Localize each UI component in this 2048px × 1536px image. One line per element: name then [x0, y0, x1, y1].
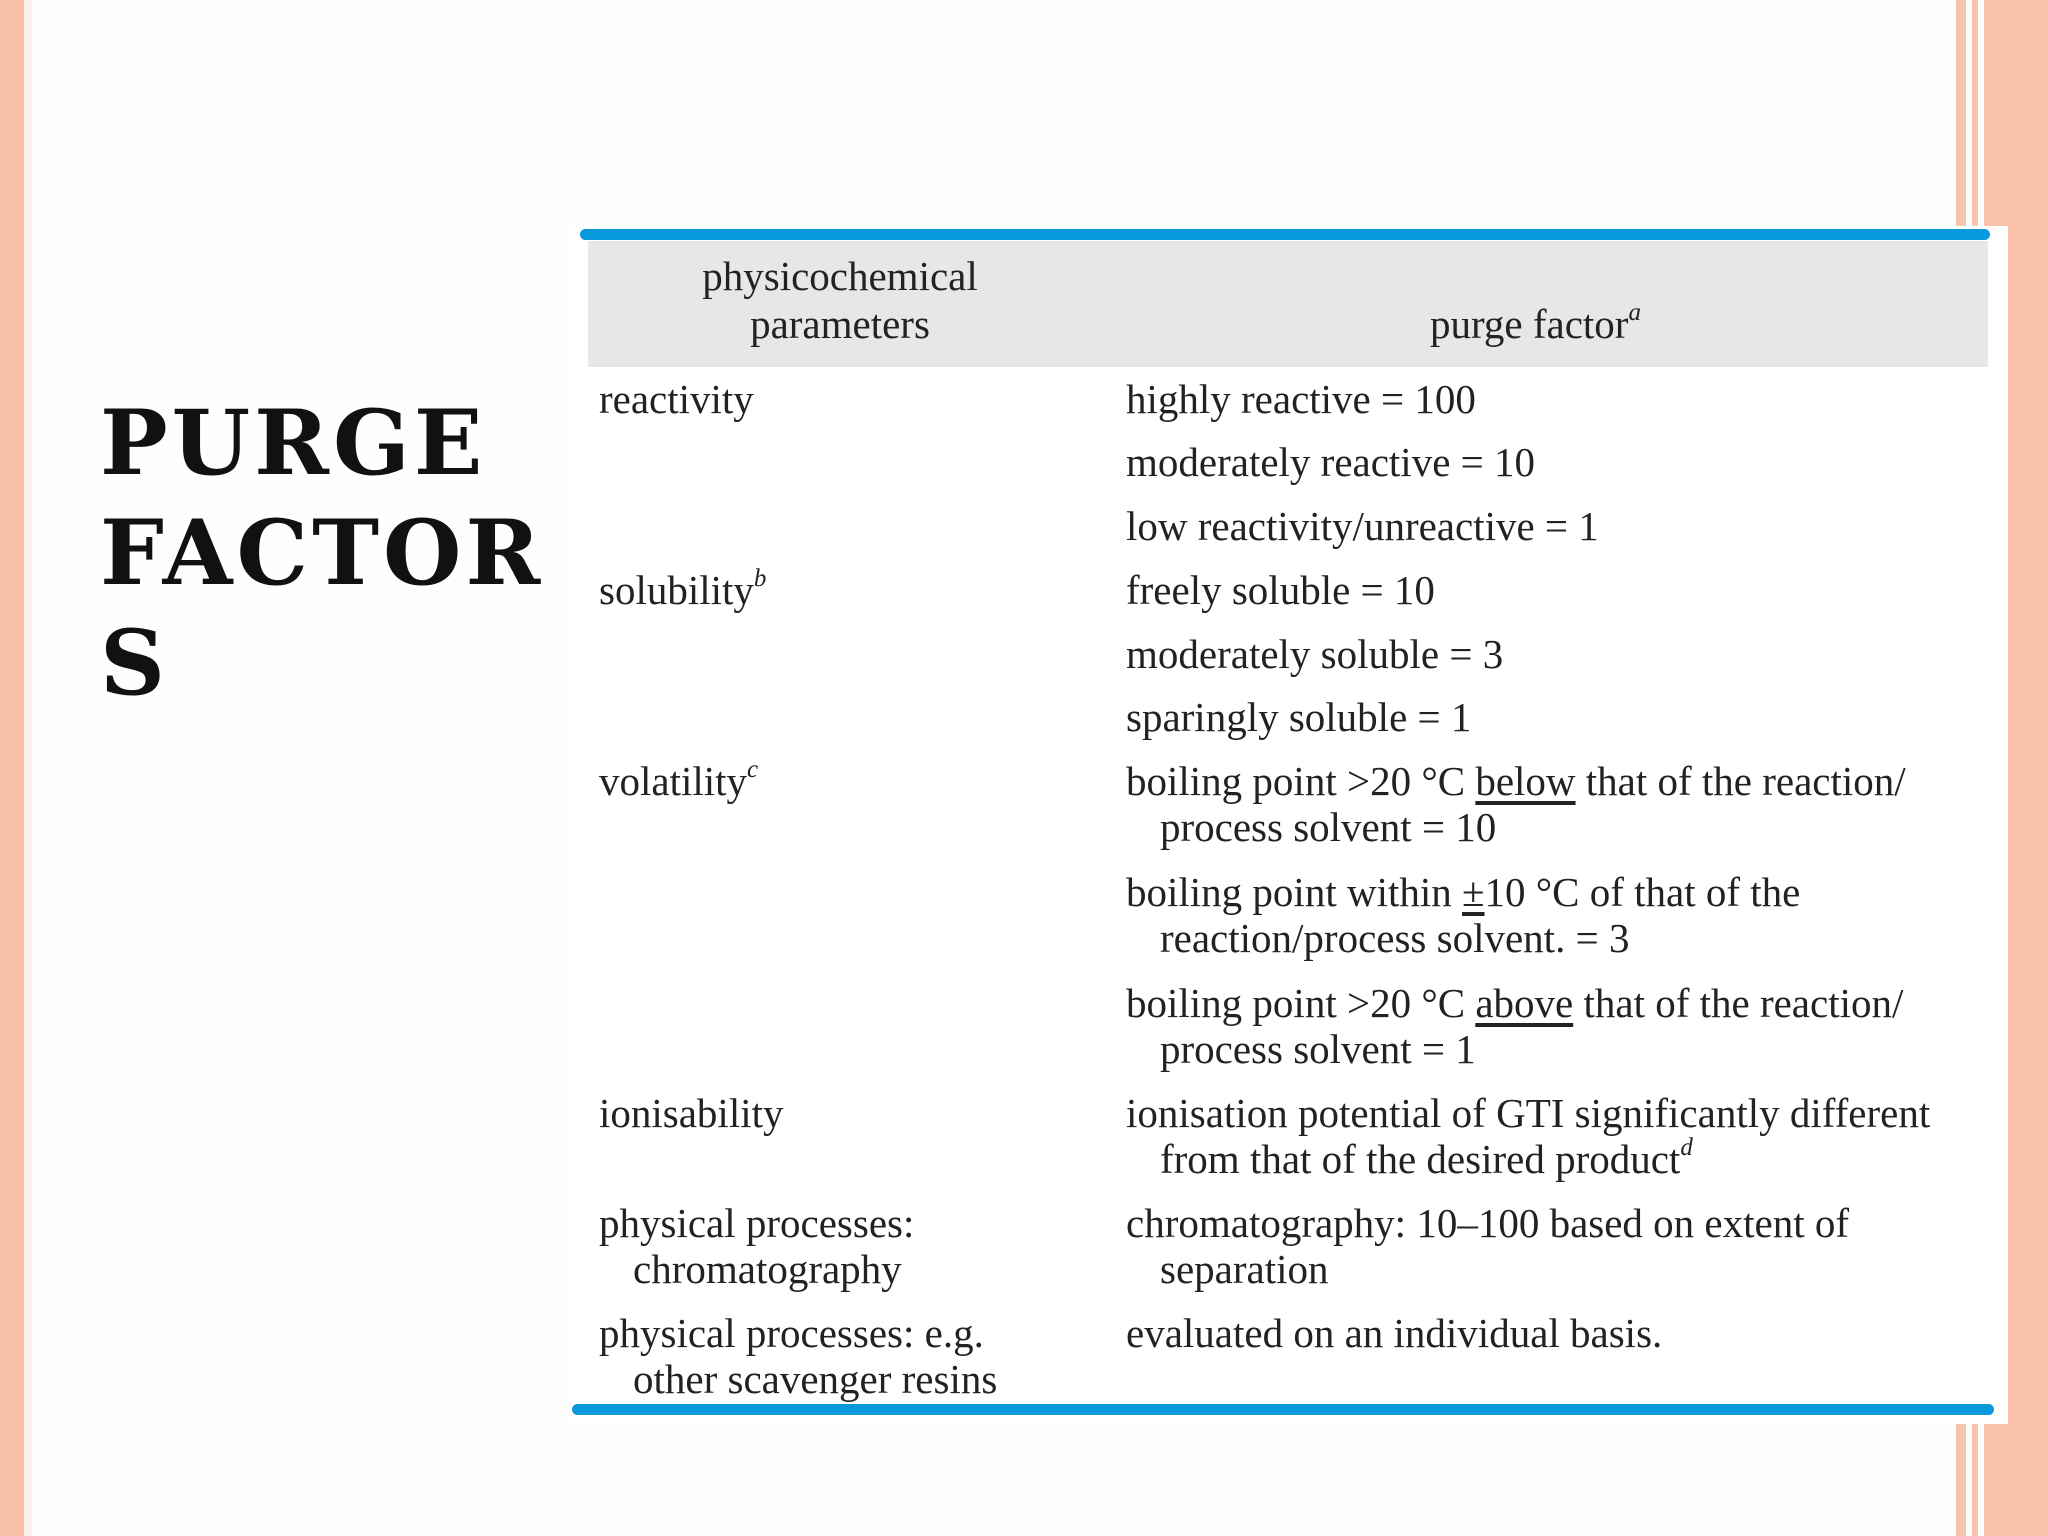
value-bp-above [1126, 980, 1903, 1072]
value-bp-above-line-2: process solvent = 1 [1160, 1026, 1476, 1072]
param-scavenger-resins [599, 1310, 997, 1402]
footnote-marker-d: d [1680, 1134, 1693, 1161]
value-chromatography-line-1: chromatography: 10–100 based on extent of [1126, 1200, 1850, 1246]
title-line-3: S [100, 610, 169, 716]
value-ionisation-line-2 [1126, 1136, 1930, 1182]
header-right-text: purge factor [1430, 301, 1629, 347]
header-left-line-2: parameters [750, 301, 930, 347]
param-volatility-text: volatility [599, 758, 748, 804]
bp-below-text-b: that of the reaction/ [1575, 758, 1906, 804]
slide-title [100, 388, 545, 718]
value-low-reactivity: low reactivity/unreactive = 1 [1126, 503, 1599, 549]
bp-below-underlined: below [1475, 758, 1576, 804]
param-solubility-text: solubility [599, 567, 754, 613]
value-bp-below-line-2: process solvent = 10 [1160, 804, 1497, 850]
left-accent-bar [0, 0, 24, 1536]
ionisation-line-2-text: from that of the desired product [1160, 1136, 1681, 1182]
value-ionisation-line-1: ionisation potential of GTI significantly different [1126, 1090, 1931, 1136]
table-bottom-rule [572, 1404, 1994, 1415]
table-top-rule [580, 229, 1990, 240]
value-bp-below [1126, 758, 1906, 850]
param-scavenger-line-2: other scavenger resins [633, 1356, 998, 1402]
value-bp-above-line-1 [1126, 980, 1903, 1026]
param-chromatography [599, 1200, 914, 1292]
bp-within-underlined: ± [1462, 869, 1485, 915]
param-scavenger-line-1: physical processes: e.g. [599, 1310, 984, 1356]
value-individual-basis: evaluated on an individual basis. [1126, 1310, 1663, 1356]
bp-above-text-b: that of the reaction/ [1573, 980, 1904, 1026]
value-bp-within [1126, 869, 1800, 961]
value-sparingly-soluble: sparingly soluble = 1 [1126, 694, 1472, 740]
value-freely-soluble: freely soluble = 10 [1126, 567, 1435, 613]
param-chromatography-line-1: physical processes: [599, 1200, 915, 1246]
bp-below-text-a: boiling point >20 °C [1126, 758, 1476, 804]
bp-above-underlined: above [1475, 980, 1574, 1026]
param-ionisability: ionisability [599, 1090, 784, 1136]
value-bp-below-line-1 [1126, 758, 1906, 804]
value-chromatography [1126, 1200, 1849, 1292]
header-physicochemical-parameters [660, 252, 1020, 348]
left-accent-gap [24, 0, 32, 1536]
header-purge-factor [1430, 300, 1641, 348]
param-reactivity: reactivity [599, 376, 754, 422]
bp-within-text-a: boiling point within [1126, 869, 1462, 915]
param-chromatography-line-2: chromatography [633, 1246, 902, 1292]
param-volatility [599, 758, 758, 804]
value-bp-within-line-2: reaction/process solvent. = 3 [1160, 915, 1630, 961]
header-left-line-1: physicochemical [702, 253, 978, 299]
value-chromatography-line-2: separation [1160, 1246, 1329, 1292]
footnote-marker-b: b [753, 565, 767, 592]
title-line-2: FACTOR [100, 500, 545, 606]
param-solubility [599, 567, 766, 613]
value-bp-within-line-1 [1126, 869, 1800, 915]
footnote-marker-c: c [747, 756, 759, 783]
title-line-1: PURGE [100, 390, 487, 496]
value-highly-reactive: highly reactive = 100 [1126, 376, 1476, 422]
value-ionisation-potential [1126, 1090, 1930, 1182]
bp-above-text-a: boiling point >20 °C [1126, 980, 1476, 1026]
value-moderately-soluble: moderately soluble = 3 [1126, 631, 1504, 677]
bp-within-text-b: 10 °C of that of the [1484, 869, 1801, 915]
value-moderately-reactive: moderately reactive = 10 [1126, 439, 1536, 485]
footnote-marker-a: a [1628, 299, 1641, 326]
